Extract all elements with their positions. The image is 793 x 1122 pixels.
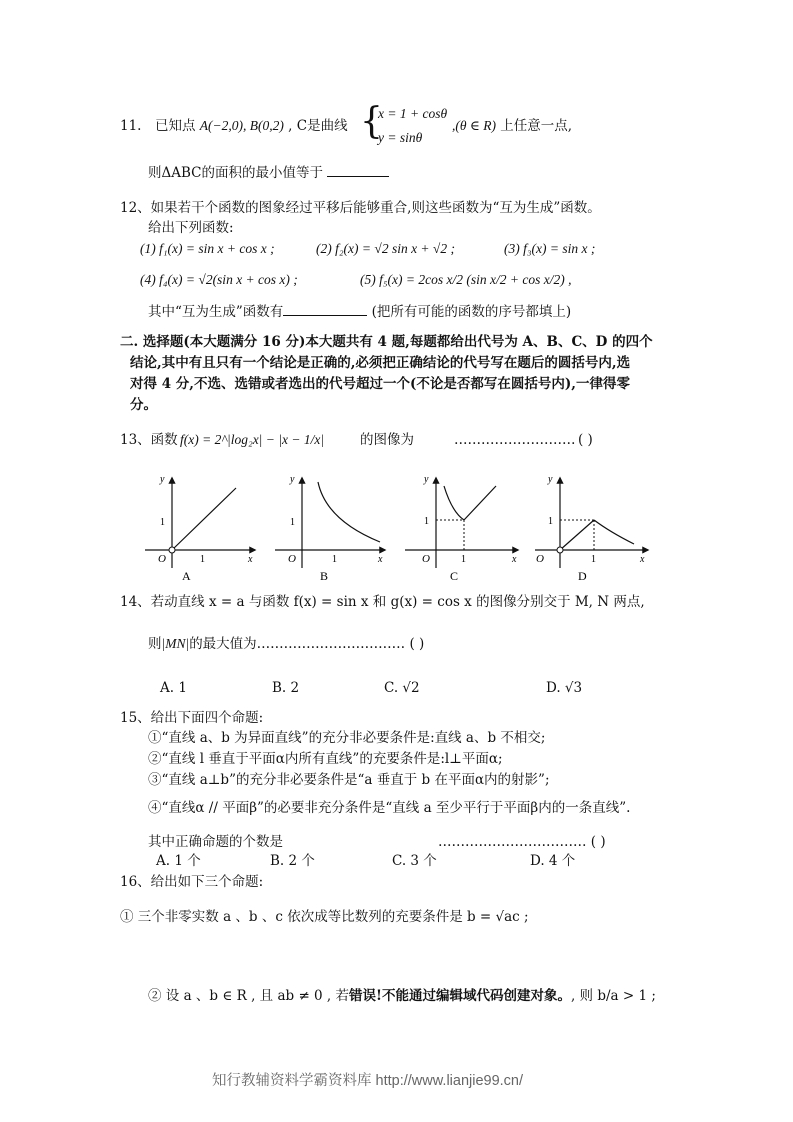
svg-text:y: y [548,474,553,485]
q11-brace: { [360,101,383,142]
q15-item-1: ①“直线 a、b 为异面直线”的充分非必要条件是:直线 a、b 不相交; [148,730,546,746]
svg-text:C: C [450,569,459,583]
q14-option-b[interactable]: B. 2 [272,680,300,696]
q11-number: 11. [120,118,142,134]
q16-item-1: ① 三个非零实数 a 、b 、c 依次成等比数列的充要条件是 b = √ac ; [120,909,529,925]
q13-graphs [140,470,660,585]
svg-text:O: O [536,553,544,565]
svg-text:1: 1 [424,516,429,527]
q15-option-c[interactable]: C. 3 个 [392,853,437,869]
q13-dots: ……………………… [454,432,576,448]
q12-f5: (5) f₅(x) = 2cos x/2 (sin x/2 + cos x/2) , [360,272,572,287]
q14-line2: 则|MN|的最大值为…………………………… ( ) [148,636,425,652]
q16-error-text: 错误!不能通过编辑域代码创建对象。 [349,988,571,1004]
sec2-line4: 分。 [130,397,157,413]
graph-b[interactable] [275,474,385,583]
q16-title: 16、给出如下三个命题: [120,874,264,890]
q12-f2: (2) f₂(x) = √2 sin x + √2 ; [316,241,455,256]
sec2-line3: 对得 4 分,不选、选错或者选出的代号超过一个(不论是否都写在圆括号内),一律得零 [130,376,630,392]
q12-answer-blank[interactable] [283,303,367,316]
q15-title: 15、给出下面四个命题: [120,710,264,726]
q15-item-4: ④“直线α // 平面β”的必要非充分条件是“直线 a 至少平行于平面β内的一条直线”. [148,800,631,816]
q12-f4: (4) f₄(x) = √2(sin x + cos x) ; [140,272,298,287]
svg-text:x: x [640,554,645,565]
q14-option-a[interactable]: A. 1 [160,680,187,696]
q12-line1: 12、如果若干个函数的图象经过平移后能够重合,则这些函数为“互为生成”函数。 [120,200,601,216]
graph-d[interactable] [535,474,648,583]
svg-text:y: y [424,474,429,485]
q15-option-a[interactable]: A. 1 个 [156,853,201,869]
svg-text:O: O [288,553,296,565]
svg-text:y: y [160,474,165,485]
q11-line2: 则ΔABC的面积的最小值等于 [148,164,389,182]
q15-option-b[interactable]: B. 2 个 [270,853,315,869]
svg-text:1: 1 [290,517,295,528]
svg-text:O: O [158,553,166,565]
q14-option-d[interactable]: D. √3 [546,680,583,696]
svg-text:1: 1 [332,554,337,565]
q13-paren[interactable]: ( ) [578,432,593,448]
svg-text:y: y [290,474,295,485]
svg-text:O: O [422,553,430,565]
q11-cond: ,(θ ∈ R) 上任意一点, [452,118,573,134]
graph-a[interactable] [145,474,255,583]
svg-text:1: 1 [461,554,466,565]
q15-item-3: ③“直线 a⊥b”的充分非必要条件是“a 垂直于 b 在平面α内的射影”; [148,772,550,788]
svg-text:x: x [248,554,253,565]
svg-text:D: D [578,569,587,583]
q12-f1: (1) f₁(x) = sin x + cos x ; [140,241,275,256]
q16-item-2: ② 设 a 、b ∈ R , 且 ab ≠ 0 , 若错误!不能通过编辑域代码创建对象。, 则 b/a > 1 ; [148,988,656,1004]
svg-text:x: x [512,554,517,565]
q11-answer-blank[interactable] [327,164,389,177]
q13-pre: 13、函数 [120,432,178,448]
svg-text:A: A [182,569,191,583]
svg-text:1: 1 [200,554,205,565]
svg-text:B: B [320,569,329,583]
q11-eq2: y = sinθ [378,130,423,145]
svg-text:1: 1 [548,516,553,527]
footer-watermark: 知行教辅资料学霸资料库 http://www.lianjie99.cn/ [212,1073,524,1089]
graph-c[interactable] [405,474,518,583]
svg-text:x: x [378,554,383,565]
q15-item-2: ②“直线 l 垂直于平面α内所有直线”的充要条件是:l⊥平面α; [148,751,503,767]
q15-dots[interactable]: …………………………… ( ) [438,834,606,850]
q13-post: 的图像为 [360,432,414,448]
q13-func: f(x) = 2^|log₂x| − |x − 1/x| [180,432,325,447]
q12-f3: (3) f₃(x) = sin x ; [504,241,596,256]
q15-option-d[interactable]: D. 4 个 [530,853,576,869]
sec2-line1: 二. 选择题(本大题满分 16 分)本大题共有 4 题,每题都给出代号为 A、B、C、D 的四个 [120,334,653,350]
q15-count-line: 其中正确命题的个数是 [148,834,283,850]
q14-line1: 14、若动直线 x = a 与函数 f(x) = sin x 和 g(x) = cos x 的图像分别交于 M, N 两点, [120,594,645,610]
svg-text:1: 1 [591,554,596,565]
q12-last: 其中“互为生成”函数有 (把所有可能的函数的序号都填上) [148,304,572,320]
q14-option-c[interactable]: C. √2 [384,680,420,696]
q11-eq1: x = 1 + cosθ [378,106,448,121]
sec2-line2: 结论,其中有且只有一个结论是正确的,必须把正确结论的代号写在题后的圆括号内,选 [130,355,631,371]
svg-text:1: 1 [160,517,165,528]
q11-text: 已知点 A(−2,0), B(0,2) , C是曲线 [155,118,348,134]
q12-line2: 给出下列函数: [148,220,234,236]
